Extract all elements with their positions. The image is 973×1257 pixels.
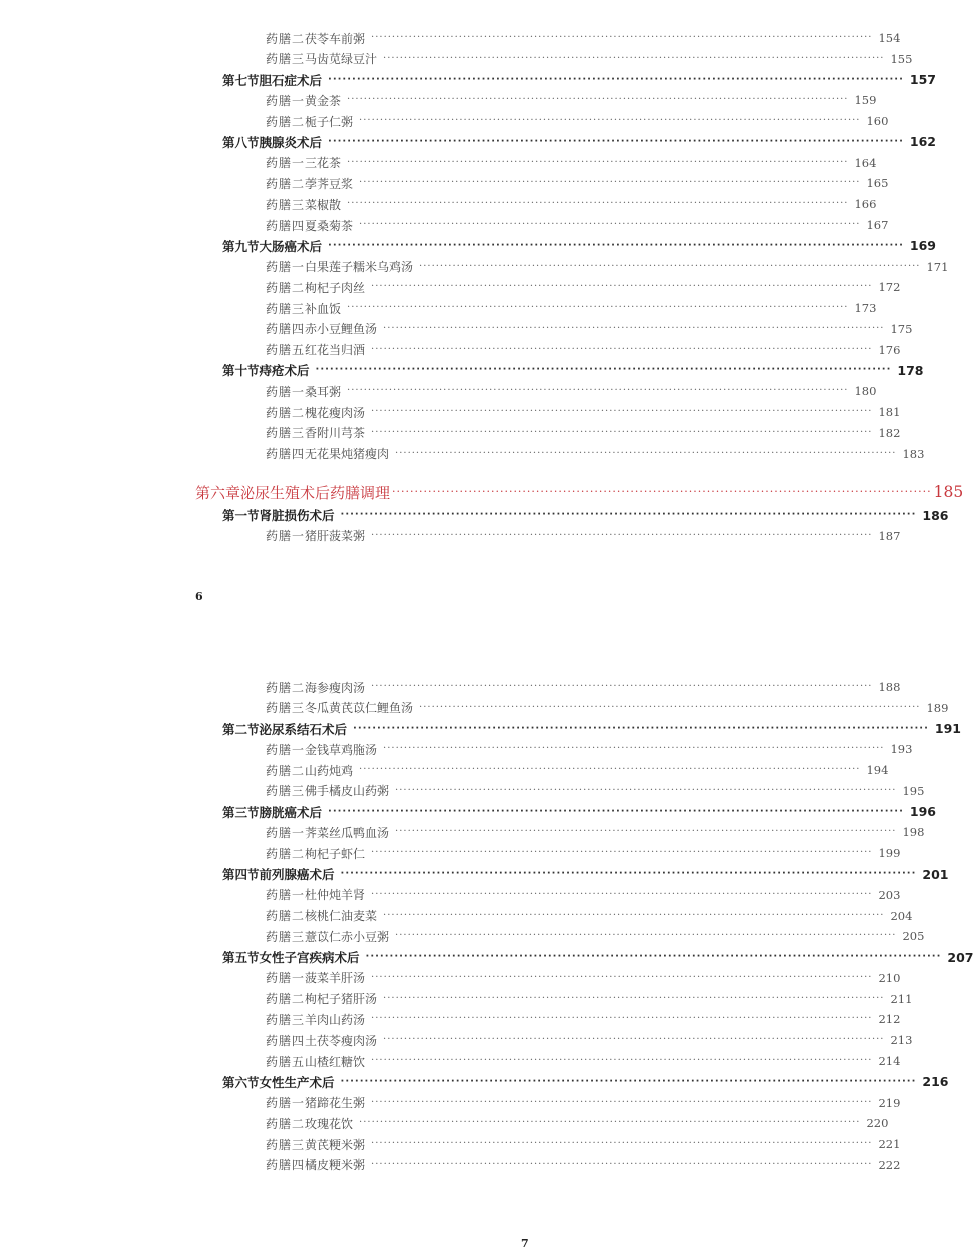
toc-entry-page: 216 [922,1074,949,1090]
toc-entry-title: 胆石症术后 [259,72,323,88]
toc-entry-title: 菜椒散 [305,197,342,212]
toc-entry-title: 枸杞子虾仁 [305,846,366,861]
toc-item-entry[interactable] [266,781,925,801]
toc-item-entry[interactable] [266,526,901,546]
toc-entry-label: 药膳一 [266,384,306,399]
dot-leader: ························································································································ [383,1034,885,1046]
toc-entry-title: 山楂红糖饮 [305,1054,366,1069]
toc-entry-title: 红花当归酒 [305,343,366,358]
dot-leader: ························································································································ [383,992,885,1004]
toc-item-entry[interactable] [266,885,901,905]
toc-entry-page: 173 [854,301,877,316]
toc-entry-title: 补血饭 [305,301,342,316]
toc-item-entry[interactable] [266,1009,901,1029]
toc-entry-label: 药膳一 [266,742,306,757]
dot-leader: ························································································································ [328,73,904,85]
toc-entry-label: 药膳二 [266,114,306,129]
page-number: 7 [521,1237,529,1250]
toc-entry-page: 222 [878,1157,901,1172]
dot-leader: ························································································································ [371,1158,873,1170]
toc-section-entry[interactable] [222,802,936,822]
dot-leader: ························································································································ [371,1096,873,1108]
toc-entry-title: 山药炖鸡 [305,763,354,778]
dot-leader: ························································································································ [328,135,904,147]
toc-entry-page: 160 [866,114,889,129]
dot-leader: ························································································································ [371,681,873,692]
toc-entry-label: 药膳一 [266,529,306,544]
dot-leader: ························································································································ [371,1013,873,1025]
toc-item-entry[interactable] [266,968,901,988]
toc-entry-page: 219 [878,1095,901,1110]
toc-entry-label: 药膳一 [266,93,306,108]
toc-entry-label: 药膳一 [266,971,306,986]
toc-entry-title: 枸杞子猪肝汤 [305,992,378,1007]
toc-item-entry[interactable] [266,215,889,235]
dot-leader: ························································································································ [347,94,849,106]
toc-entry-page: 199 [878,846,901,861]
toc-entry-label: 药膳二 [266,680,306,695]
toc-item-entry[interactable] [266,111,889,131]
toc-entry-title: 痔疮术后 [259,363,310,379]
toc-item-entry[interactable] [266,444,925,464]
dot-leader: ························································································································ [347,198,849,210]
toc-entry-title: 大肠癌术后 [259,238,323,254]
toc-entry-title: 马齿苋绿豆汁 [305,52,378,67]
toc-entry-title: 佛手橘皮山药粥 [305,784,390,799]
toc-entry-page: 221 [878,1137,901,1152]
toc-entry-label: 药膳三 [266,426,306,441]
toc-entry-title: 泌尿系结石术后 [259,721,348,737]
toc-item-entry[interactable] [266,1134,901,1154]
dot-leader: ························································································································ [359,219,861,231]
toc-entry-title: 荠菜丝瓜鸭血汤 [305,825,390,840]
toc-entry-title: 羊肉山药汤 [305,1012,366,1027]
toc-entry-title: 白果莲子糯米乌鸡汤 [305,260,414,275]
toc-entry-page: 188 [878,680,901,694]
toc-item-entry[interactable] [266,298,877,318]
toc-item-entry[interactable] [266,1030,913,1050]
toc-entry-page: 205 [902,929,925,944]
toc-entry-label: 第七节 [222,72,260,88]
dot-leader: ························································································································ [383,743,885,755]
toc-page-6 [0,0,964,615]
toc-section-entry[interactable] [222,70,936,90]
toc-entry-page: 201 [922,866,949,882]
dot-leader: ························································································································ [347,302,849,314]
toc-entry-title: 猪肝菠菜粥 [305,529,366,544]
dot-leader: ························································································································ [371,406,873,418]
toc-section-entry[interactable] [222,505,949,525]
toc-entry-label: 第五节 [222,950,260,966]
toc-entry-title: 海参瘦肉汤 [305,680,366,695]
toc-entry-label: 药膳一 [266,888,306,903]
toc-entry-label: 第四节 [222,867,260,883]
dot-leader: ························································································································ [371,281,873,293]
toc-entry-page: 166 [854,197,877,212]
toc-entry-page: 165 [866,176,889,191]
toc-entry-page: 189 [926,700,949,715]
toc-item-entry[interactable] [266,173,889,193]
toc-chapter-entry[interactable] [195,480,964,504]
toc-section-entry[interactable] [222,360,924,380]
toc-entry-title: 茯苓车前粥 [305,31,366,46]
toc-entry-page: 176 [878,342,901,357]
dot-leader: ························································································································ [395,447,897,459]
dot-leader: ························································································································ [392,485,932,499]
toc-entry-page: 159 [854,93,877,108]
toc-entry-label: 药膳三 [266,301,306,316]
toc-entry-title: 黄芪粳米粥 [305,1137,366,1152]
dot-leader: ························································································································ [383,52,885,64]
toc-entry-title: 土茯苓瘦肉汤 [305,1033,378,1048]
toc-item-entry[interactable] [266,822,925,842]
toc-page-7 [0,615,973,1257]
toc-item-entry[interactable] [266,1155,901,1175]
dot-leader: ························································································································ [340,1075,917,1087]
toc-entry-label: 药膳四 [266,322,306,337]
toc-entry-title: 泌尿生殖术后药膳调理 [240,483,391,502]
dot-leader: ························································································································ [371,32,873,43]
toc-entry-page: 211 [890,991,913,1006]
toc-entry-label: 第九节 [222,238,260,254]
toc-entry-label: 第六节 [222,1074,260,1090]
dot-leader: ························································································································ [371,888,873,900]
toc-entry-page: 172 [878,280,901,295]
toc-entry-page: 175 [890,321,913,336]
dot-leader: ························································································································ [315,364,892,376]
dot-leader: ························································································································ [371,847,873,859]
toc-entry-title: 槐花瘦肉汤 [305,405,366,420]
toc-entry-label: 药膳一 [266,825,306,840]
toc-entry-title: 桑耳粥 [305,384,342,399]
toc-entry-title: 夏桑菊茶 [305,218,354,233]
toc-entry-page: 207 [947,949,973,965]
toc-entry-title: 香附川芎茶 [305,426,366,441]
toc-entry-page: 198 [902,825,925,840]
toc-item-entry[interactable] [266,739,913,759]
toc-entry-title: 前列腺癌术后 [259,867,335,883]
toc-entry-page: 183 [902,446,925,461]
toc-entry-label: 药膳三 [266,52,306,67]
toc-item-entry[interactable] [266,423,901,443]
toc-item-entry[interactable] [266,28,901,48]
toc-entry-label: 药膳三 [266,197,306,212]
toc-entry-label: 药膳二 [266,176,306,191]
toc-entry-page: 195 [902,783,925,798]
toc-entry-page: 180 [854,384,877,399]
toc-entry-title: 猪蹄花生粥 [305,1096,366,1111]
toc-entry-page: 220 [866,1116,889,1131]
toc-item-entry[interactable] [266,257,949,277]
toc-entry-page: 155 [890,51,913,66]
toc-item-entry[interactable] [266,698,949,718]
toc-entry-label: 第八节 [222,134,260,150]
toc-entry-title: 橘皮粳米粥 [305,1158,366,1173]
toc-entry-page: 212 [878,1012,901,1027]
toc-section-entry[interactable] [222,1072,949,1092]
toc-item-entry[interactable] [266,760,889,780]
toc-item-entry[interactable] [266,1051,901,1071]
toc-item-entry[interactable] [266,277,901,297]
toc-entry-label: 药膳三 [266,929,306,944]
toc-entry-title: 女性生产术后 [259,1074,335,1090]
toc-entry-page: 185 [933,483,964,502]
toc-entry-label: 药膳三 [266,701,306,716]
toc-entry-label: 药膳二 [266,405,306,420]
toc-entry-page: 213 [890,1033,913,1048]
toc-entry-label: 药膳一 [266,1096,306,1111]
toc-entry-page: 164 [854,155,877,170]
toc-entry-page: 196 [909,804,936,820]
toc-entry-label: 第二节 [222,721,260,737]
toc-entry-label: 药膳二 [266,31,306,46]
toc-entry-label: 药膳四 [266,218,306,233]
toc-entry-title: 赤小豆鲤鱼汤 [305,322,378,337]
toc-entry-page: 169 [909,238,936,254]
toc-item-entry[interactable] [266,843,901,863]
toc-entry-label: 药膳三 [266,1012,306,1027]
toc-item-entry[interactable] [266,319,913,339]
dot-leader: ························································································································ [371,529,873,541]
toc-entry-title: 无花果炖猪瘦肉 [305,447,390,462]
toc-entry-title: 胰腺炎术后 [259,134,323,150]
toc-entry-label: 药膳四 [266,1158,306,1173]
dot-leader: ························································································································ [359,115,861,127]
dot-leader: ························································································································ [365,951,942,963]
toc-item-entry[interactable] [266,677,901,697]
toc-entry-title: 薏苡仁赤小豆粥 [305,929,390,944]
toc-entry-page: 193 [890,742,913,757]
dot-leader: ························································································································ [359,177,861,189]
dot-leader: ························································································································ [340,509,917,521]
toc-entry-label: 第六章 [195,483,241,502]
toc-section-entry[interactable] [222,947,973,967]
toc-entry-label: 药膳一 [266,156,306,171]
toc-entry-page: 178 [897,362,924,378]
toc-entry-label: 药膳三 [266,784,306,799]
toc-entry-page: 167 [866,218,889,233]
toc-entry-title: 金钱草鸡胣汤 [305,742,378,757]
toc-entry-title: 杜仲炖羊肾 [305,888,366,903]
toc-item-entry[interactable] [266,340,901,360]
toc-entry-label: 药膳二 [266,1116,306,1131]
toc-entry-label: 药膳二 [266,763,306,778]
toc-entry-label: 药膳二 [266,909,306,924]
toc-entry-page: 194 [866,763,889,778]
toc-entry-label: 药膳四 [266,447,306,462]
toc-entry-title: 黄金茶 [305,93,342,108]
toc-entry-title: 三花茶 [305,156,342,171]
toc-entry-label: 药膳五 [266,343,306,358]
dot-leader: ························································································································ [353,722,929,734]
toc-item-entry[interactable] [266,90,877,110]
dot-leader: ························································································································ [395,826,897,838]
toc-item-entry[interactable] [266,194,877,214]
toc-entry-label: 药膳二 [266,992,306,1007]
dot-leader: ························································································································ [371,1138,873,1150]
dot-leader: ························································································································ [419,260,921,272]
toc-entry-title: 核桃仁油麦菜 [305,909,378,924]
toc-entry-page: 182 [878,425,901,440]
toc-section-entry[interactable] [222,132,936,152]
toc-item-entry[interactable] [266,1093,901,1113]
toc-entry-title: 菠菜羊肝汤 [305,971,366,986]
dot-leader: ························································································································ [371,1055,873,1067]
toc-entry-title: 冬瓜黄芪苡仁鲤鱼汤 [305,701,414,716]
dot-leader: ························································································································ [328,805,904,817]
toc-entry-page: 171 [926,259,949,274]
toc-item-entry[interactable] [266,381,877,401]
dot-leader: ························································································································ [347,385,849,397]
toc-entry-title: 荸荠豆浆 [305,176,354,191]
dot-leader: ························································································································ [340,868,917,880]
dot-leader: ························································································································ [395,784,897,796]
toc-section-entry[interactable] [222,236,936,256]
toc-entry-title: 枸杞子肉丝 [305,280,366,295]
dot-leader: ························································································································ [395,930,897,942]
toc-entry-title: 肾脏损伤术后 [259,508,335,524]
toc-item-entry[interactable] [266,1113,889,1133]
toc-entry-page: 203 [878,887,901,902]
toc-entry-title: 女性子宫疾病术后 [259,950,360,966]
toc-entry-title: 膀胱癌术后 [259,804,323,820]
toc-item-entry[interactable] [266,49,913,69]
toc-entry-page: 204 [890,908,913,923]
toc-entry-label: 药膳二 [266,846,306,861]
toc-entry-label: 第三节 [222,804,260,820]
dot-leader: ························································································································ [359,764,861,776]
toc-entry-title: 玫瑰花饮 [305,1116,354,1131]
toc-entry-title: 栀子仁粥 [305,114,354,129]
toc-item-entry[interactable] [266,926,925,946]
dot-leader: ························································································································ [347,156,849,168]
dot-leader: ························································································································ [371,971,873,983]
toc-entry-page: 214 [878,1054,901,1069]
toc-entry-label: 药膳五 [266,1054,306,1069]
toc-entry-label: 药膳二 [266,280,306,295]
toc-entry-page: 154 [878,31,901,45]
toc-section-entry[interactable] [222,719,961,739]
toc-entry-label: 第一节 [222,508,260,524]
page-number: 6 [195,590,203,603]
toc-entry-page: 181 [878,405,901,420]
toc-entry-label: 药膳三 [266,1137,306,1152]
toc-item-entry[interactable] [266,402,901,422]
toc-entry-label: 药膳一 [266,260,306,275]
toc-entry-label: 药膳四 [266,1033,306,1048]
dot-leader: ························································································································ [328,239,904,251]
dot-leader: ························································································································ [383,322,885,334]
toc-entry-page: 186 [922,507,949,523]
toc-item-entry[interactable] [266,906,913,926]
toc-item-entry[interactable] [266,989,913,1009]
toc-entry-page: 187 [878,528,901,543]
dot-leader: ························································································································ [371,343,873,355]
toc-entry-label: 第十节 [222,363,260,379]
dot-leader: ························································································································ [419,701,921,713]
toc-entry-page: 157 [909,72,936,88]
toc-entry-page: 162 [909,134,936,150]
toc-entry-page: 191 [934,721,961,737]
toc-entry-page: 210 [878,970,901,985]
dot-leader: ························································································································ [371,426,873,438]
toc-item-entry[interactable] [266,153,877,173]
toc-section-entry[interactable] [222,864,949,884]
dot-leader: ························································································································ [359,1117,861,1129]
dot-leader: ························································································································ [383,909,885,921]
